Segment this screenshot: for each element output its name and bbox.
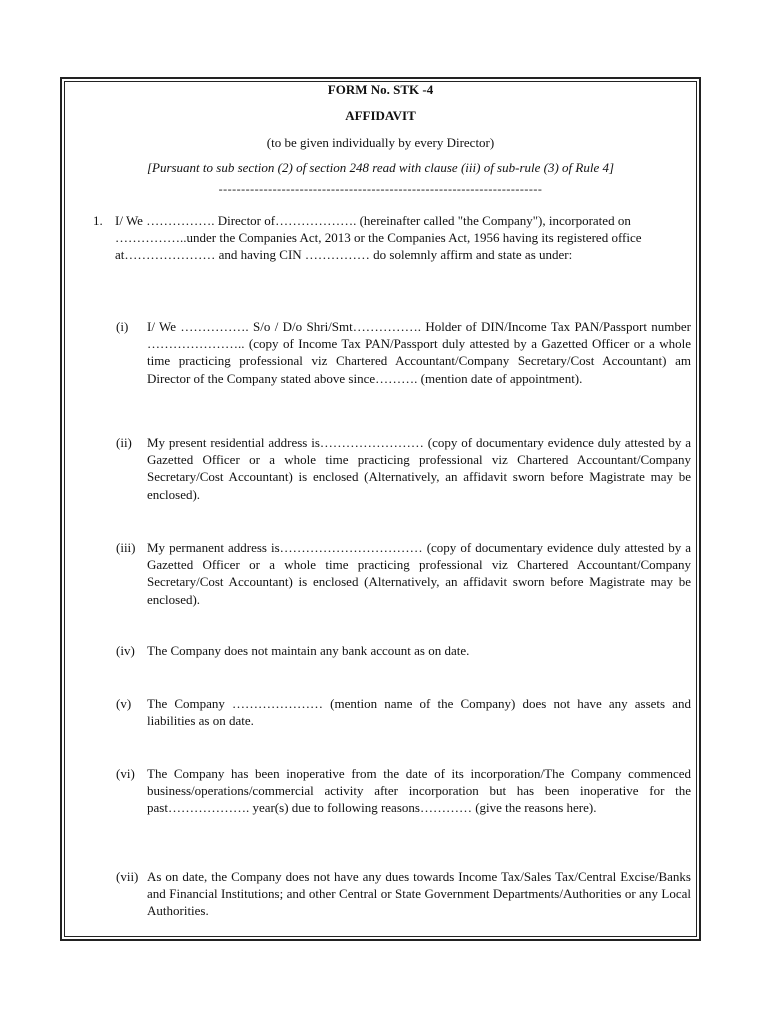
divider-line: ------------------------------------------------------------------------ [218, 182, 543, 196]
pursuant-clause: [Pursuant to sub section (2) of section 248 read with clause (iii) of sub-rule (3) of Rule 4] [146, 160, 615, 175]
form-number: FORM No. STK -4 [327, 82, 434, 97]
list-item [116, 695, 691, 729]
list-item-text: The Company has been inoperative from the date of its incorporation/The Company commenced business/operations/commercial activity after incorporation but has been inoperative for the past………………. year(s) due to following reasons………… (give the reasons here). [147, 766, 691, 816]
paragraph-text: I/ We ……………. Director of………………. (hereinafter called "the Company"), incorporated on ……………..under the Companies Act, 2013 or the Companies Act, 1956 having its registered office at………………… and having CIN …………… do solemnly affirm and state as under: [115, 213, 642, 262]
list-item-text: I/ We ……………. S/o / D/o Shri/Smt……………. Holder of DIN/Income Tax PAN/Passport number ………………….. (copy of Income Tax PAN/Passport duly attested by a Gazetted Officer or a whole time practicing professional viz Chartered Accountant/Company Secretary/Cost Accountant) am Director of the Company stated above since………. (mention date of appointment). [147, 319, 691, 386]
list-item-text: As on date, the Company does not have any dues towards Income Tax/Sales Tax/Central Excise/Banks and Financial Institutions; and other Central or State Government Departments/Authorities or any Local Authorities. [147, 869, 691, 919]
list-item-label: (iv) [116, 643, 135, 658]
list-item-label: (i) [116, 319, 129, 334]
list-item-text: The Company does not maintain any bank account as on date. [147, 643, 470, 658]
document-title: AFFIDAVIT [345, 108, 416, 123]
list-item-text: The Company ………………… (mention name of the Company) does not have any assets and liabilities as on date. [147, 696, 691, 729]
paragraph-number: 1. [93, 213, 103, 228]
list-item-label: (ii) [116, 435, 132, 450]
list-item [116, 434, 691, 503]
list-item [116, 539, 691, 608]
list-item [116, 642, 691, 659]
list-item-label: (v) [116, 696, 132, 711]
document-subtitle: (to be given individually by every Director) [266, 135, 495, 150]
list-item-text: My present residential address is…………………… (copy of documentary evidence duly attested by a Gazetted Officer or a whole time practicing professional viz Chartered Accountant/Company Secretary/Cost Accountant) is enclosed (Alternatively, an affidavit sworn before Magistrate may be enclosed). [147, 435, 691, 502]
list-item-label: (vi) [116, 766, 135, 781]
list-item-text: My permanent address is…………………………… (copy of documentary evidence duly attested by a Gazetted Officer or a whole time practicing professional viz Chartered Accountant/Company Secretary/Cost Accountant) is enclosed (Alternatively, an affidavit sworn before Magistrate may be enclosed). [147, 540, 691, 607]
list-item [116, 318, 691, 387]
list-item-label: (vii) [116, 869, 139, 884]
list-item [116, 765, 691, 817]
list-item [116, 868, 691, 920]
list-item-label: (iii) [116, 540, 136, 555]
paragraph-1 [93, 212, 663, 263]
